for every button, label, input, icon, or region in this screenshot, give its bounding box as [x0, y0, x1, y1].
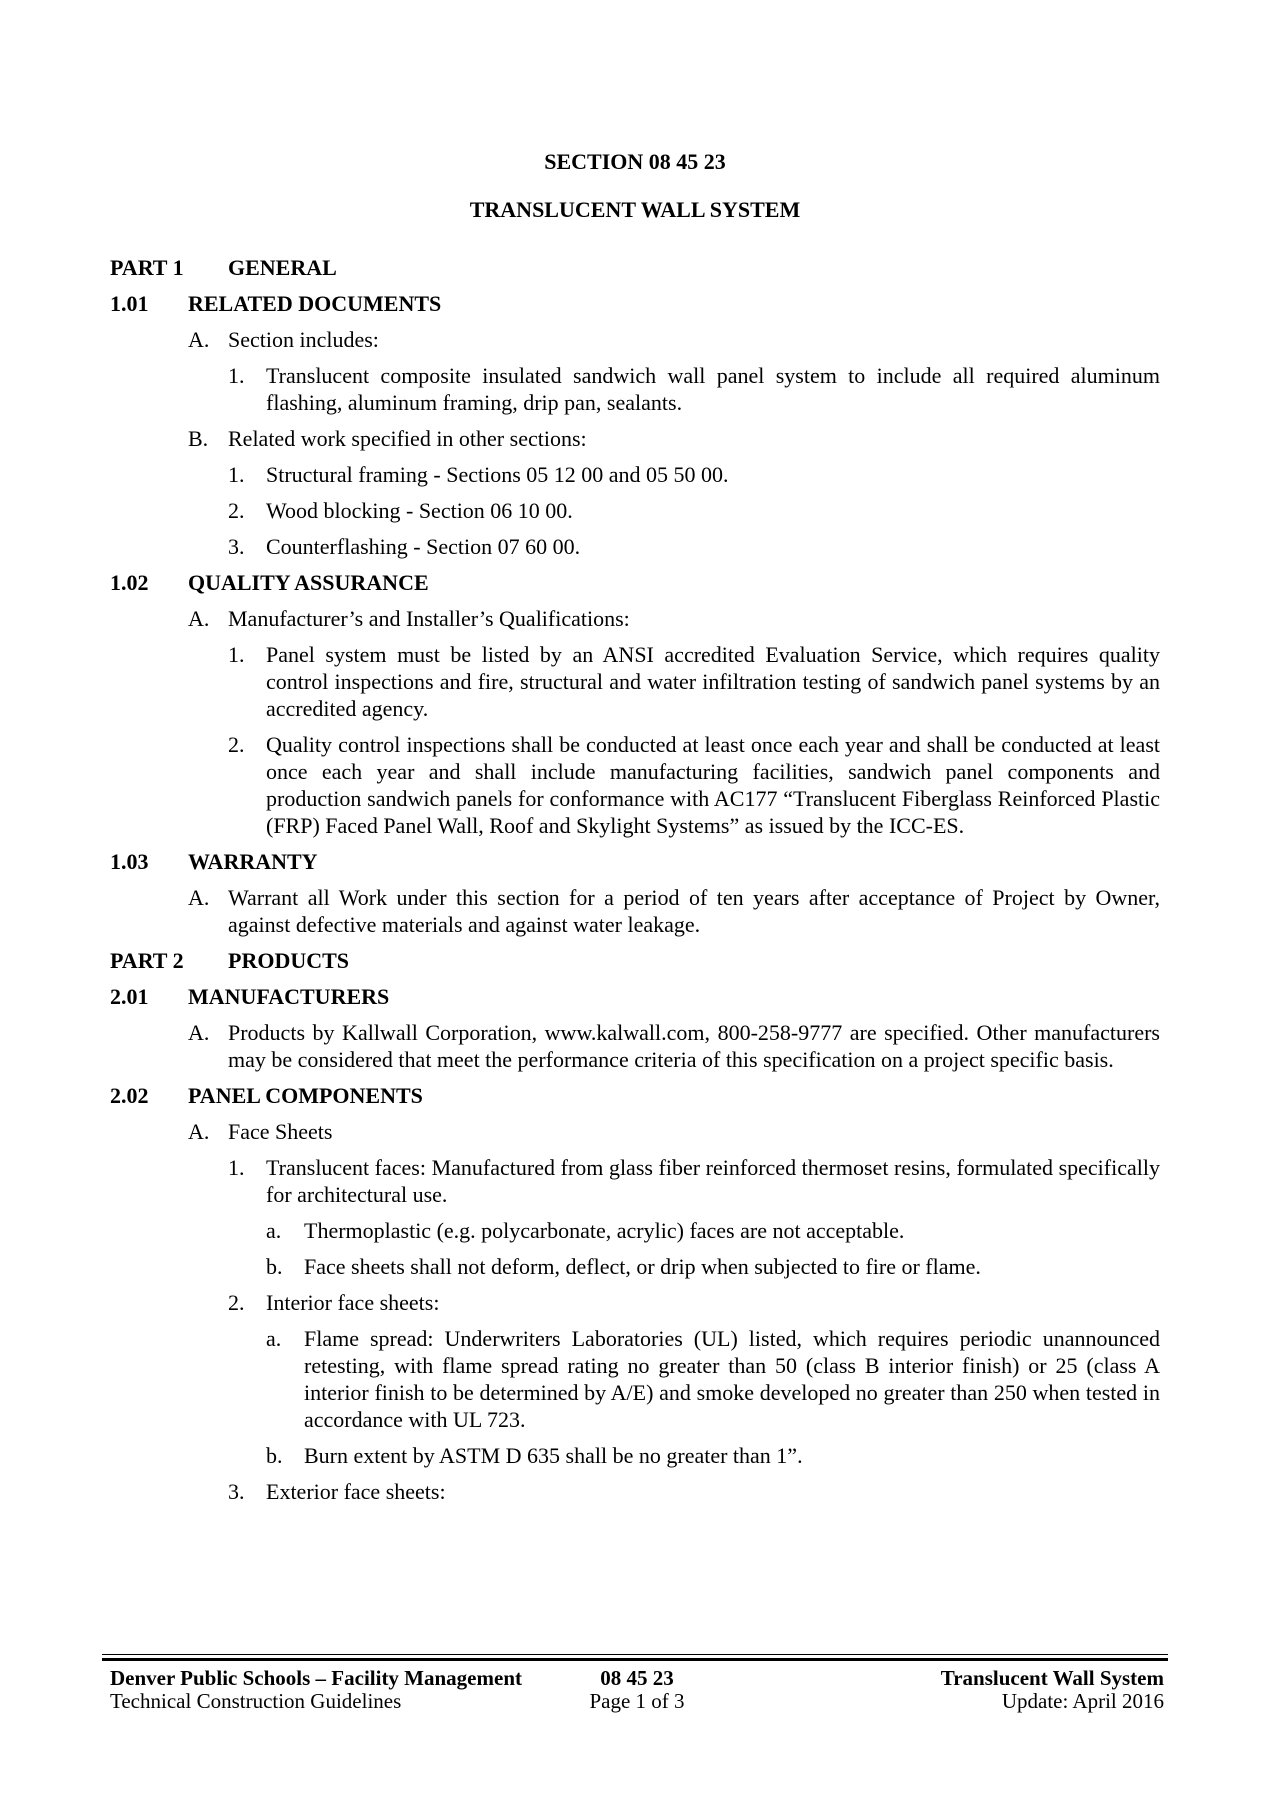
footer-right-line1: Translucent Wall System: [940, 1666, 1164, 1690]
clause-marker: 1.: [228, 462, 245, 487]
page-footer: [102, 1654, 1168, 1713]
clause-marker: 1.: [228, 1155, 245, 1180]
document-section-number: SECTION 08 45 23: [544, 149, 726, 174]
clause-text: Face sheets shall not deform, deflect, or drip when subjected to fire or flame.: [304, 1254, 981, 1279]
section-heading: [110, 1082, 1160, 1109]
clause-text: Structural framing - Sections 05 12 00 and 05 50 00.: [266, 462, 729, 487]
clause-text: Counterflashing - Section 07 60 00.: [266, 534, 581, 559]
heading-text: PANEL COMPONENTS: [188, 1083, 423, 1108]
part-heading: [110, 254, 1160, 281]
section-heading: [110, 848, 1160, 875]
clause-marker: a.: [266, 1326, 282, 1351]
clause-item: [110, 1253, 1160, 1280]
heading-number: 1.01: [110, 291, 149, 316]
section-heading: [110, 983, 1160, 1010]
section-heading: [110, 569, 1160, 596]
section-heading: [110, 290, 1160, 317]
part-heading: [110, 947, 1160, 974]
clause-marker: A.: [188, 1020, 210, 1045]
clause-item: [110, 533, 1160, 560]
clause-item: [110, 326, 1160, 353]
document-title: TRANSLUCENT WALL SYSTEM: [469, 197, 801, 222]
clause-marker: B.: [188, 426, 209, 451]
clause-text: Manufacturer’s and Installer’s Qualifications:: [228, 606, 630, 631]
heading-text: QUALITY ASSURANCE: [188, 570, 429, 595]
clause-text: Related work specified in other sections:: [228, 426, 587, 451]
clause-item: [110, 1019, 1160, 1073]
clause-item: [110, 731, 1160, 839]
clause-marker: a.: [266, 1218, 282, 1243]
heading-number: PART 2: [110, 948, 184, 973]
clause-item: [110, 641, 1160, 722]
clause-item: [110, 1478, 1160, 1505]
clause-item: [110, 1442, 1160, 1469]
document-content: [0, 148, 1275, 1505]
clause-text: Wood blocking - Section 06 10 00.: [266, 498, 573, 523]
clause-text: Interior face sheets:: [266, 1290, 440, 1315]
heading-number: 2.02: [110, 1083, 149, 1108]
clause-item: [110, 1325, 1160, 1433]
clause-item: [110, 425, 1160, 452]
clause-item: [110, 497, 1160, 524]
clause-marker: 1.: [228, 363, 245, 388]
heading-number: 2.01: [110, 984, 149, 1009]
clause-text: Burn extent by ASTM D 635 shall be no greater than 1”.: [304, 1443, 803, 1468]
clause-text: Warrant all Work under this section for a period of ten years after acceptance of Project by Owner, against defective materials and against water leakage.: [228, 885, 1160, 937]
clause-marker: A.: [188, 327, 210, 352]
clause-text: Flame spread: Underwriters Laboratories (UL) listed, which requires periodic unannounced retesting, with flame spread rating no greater than 50 (class B interior finish) or 25 (class A interior finish to be determined by A/E) and smoke developed no greater than 250 when tested in accordance with UL 723.: [304, 1326, 1160, 1432]
footer-grid: [102, 1667, 1168, 1713]
heading-text: WARRANTY: [188, 849, 318, 874]
clause-item: [110, 1289, 1160, 1316]
clause-text: Products by Kallwall Corporation, www.kalwall.com, 800-258-9777 are specified. Other manufacturers may be considered that meet the performance criteria of this specification on a project specific basis.: [228, 1020, 1160, 1072]
clause-item: [110, 1118, 1160, 1145]
clause-text: Exterior face sheets:: [266, 1479, 446, 1504]
document-body: [110, 254, 1160, 1505]
clause-marker: b.: [266, 1443, 283, 1468]
clause-item: [110, 362, 1160, 416]
footer-right-line2: Update: April 2016: [1001, 1689, 1164, 1713]
clause-item: [110, 1217, 1160, 1244]
heading-number: 1.02: [110, 570, 149, 595]
clause-item: [110, 605, 1160, 632]
footer-section-number: 08 45 23: [600, 1666, 674, 1690]
heading-text: GENERAL: [228, 255, 337, 280]
clause-marker: 1.: [228, 642, 245, 667]
footer-right-column: [685, 1667, 1164, 1713]
clause-marker: A.: [188, 606, 210, 631]
clause-item: [110, 461, 1160, 488]
clause-text: Translucent faces: Manufactured from glass fiber reinforced thermoset resins, formulated specifically for architectural use.: [266, 1155, 1160, 1207]
footer-page-number: Page 1 of 3: [589, 1689, 685, 1713]
clause-marker: 2.: [228, 732, 245, 757]
heading-number: 1.03: [110, 849, 149, 874]
footer-center-column: [589, 1667, 684, 1713]
clause-marker: b.: [266, 1254, 283, 1279]
clause-marker: 3.: [228, 1479, 245, 1504]
footer-left-column: [110, 1667, 589, 1713]
spec-page: [0, 148, 1275, 1799]
clause-item: [110, 884, 1160, 938]
clause-marker: 2.: [228, 1290, 245, 1315]
clause-text: Quality control inspections shall be conducted at least once each year and shall be conducted at least once each year and shall include manufacturing facilities, sandwich panel components and production sandwich panels for conformance with AC177 “Translucent Fiberglass Reinforced Plastic (FRP) Faced Panel Wall, Roof and Skylight Systems” as issued by the ICC-ES.: [266, 732, 1160, 838]
clause-text: Section includes:: [228, 327, 379, 352]
clause-text: Thermoplastic (e.g. polycarbonate, acrylic) faces are not acceptable.: [304, 1218, 905, 1243]
heading-text: PRODUCTS: [228, 948, 350, 973]
clause-item: [110, 1154, 1160, 1208]
heading-text: MANUFACTURERS: [188, 984, 390, 1009]
clause-text: Panel system must be listed by an ANSI accredited Evaluation Service, which requires quality control inspections and fire, structural and water infiltration testing of sandwich panel systems by an accredited agency.: [266, 642, 1160, 721]
heading-text: RELATED DOCUMENTS: [188, 291, 442, 316]
footer-rule: [102, 1654, 1168, 1661]
clause-marker: A.: [188, 885, 210, 910]
clause-marker: 2.: [228, 498, 245, 523]
heading-number: PART 1: [110, 255, 184, 280]
footer-left-line2: Technical Construction Guidelines: [110, 1689, 402, 1713]
clause-marker: A.: [188, 1119, 210, 1144]
clause-marker: 3.: [228, 534, 245, 559]
clause-text: Face Sheets: [228, 1119, 333, 1144]
footer-left-line1: Denver Public Schools – Facility Management: [110, 1666, 522, 1690]
clause-text: Translucent composite insulated sandwich wall panel system to include all required aluminum flashing, aluminum framing, drip pan, sealants.: [266, 363, 1160, 415]
